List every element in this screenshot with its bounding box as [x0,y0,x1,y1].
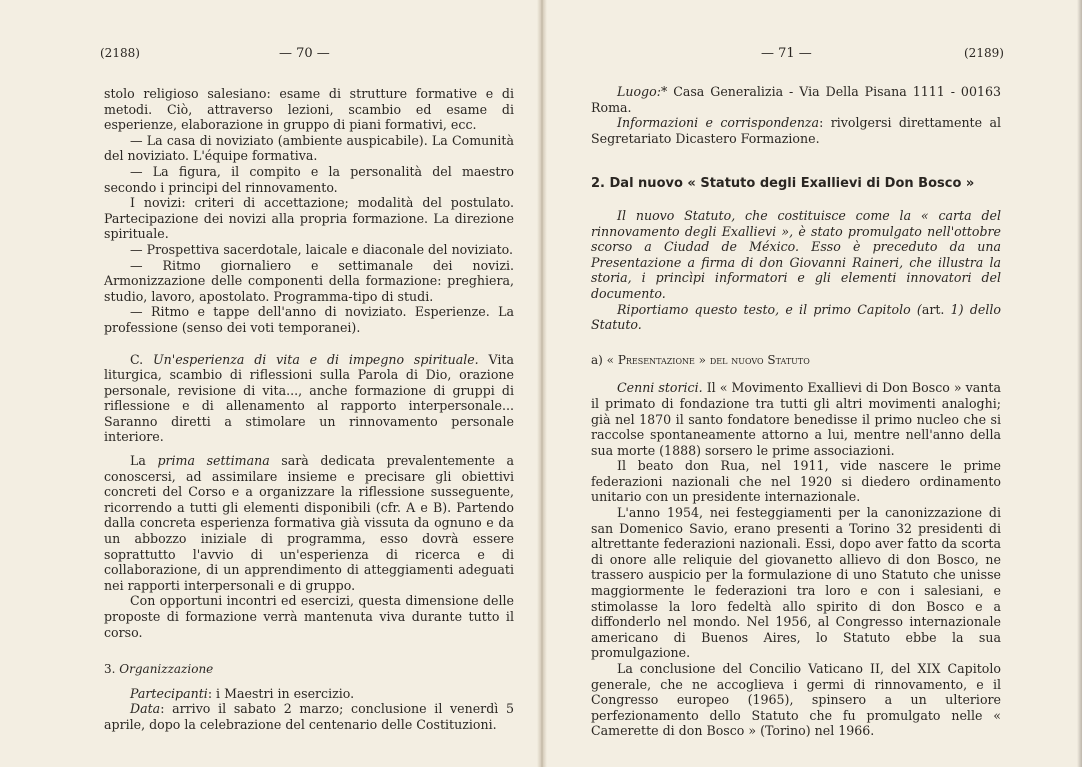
section-3-number: 3. [104,662,116,677]
paragraph: — Prospettiva sacerdotale, laicale e diaconale del noviziato. [130,241,514,257]
participants-label: Partecipanti [130,685,208,701]
paragraph: stolo religioso salesiano: esame di strutture formative e di metodi. Ciò, attraverso lezioni, scambio ed esame di esperienze, elaborazione in gruppo di piani formativi, ecc. [104,86,514,133]
paragraph: — La casa di noviziato (ambiente auspicabile). La Comunità del noviziato. L'équipe formativa. [104,132,514,164]
section-c-paragraph [104,352,514,446]
spacer [104,445,514,453]
first-week-emphasis: prima settimana [157,453,270,469]
section-3-title: Organizzazione [119,662,214,677]
date-line [104,701,514,732]
history-paragraph [591,380,1001,458]
location-line [591,84,1001,115]
spacer [104,640,514,662]
subsection-a-heading [591,353,1001,369]
paragraph: Con opportuni incontri ed esercizi, questa dimensione delle proposte di formazione verrà mantenuta viva durante tutto il corso. [104,593,514,640]
spacer [591,146,1001,176]
subsection-a-prefix: a) « [591,352,618,367]
spacer [104,336,514,352]
right-page [541,0,1082,767]
subsection-a-title: Presentazione » del nuovo Statuto [617,352,810,367]
spacer [104,678,514,686]
location-label: Luogo: [617,84,661,99]
text-run: sarà dedicata prevalentemente a conoscersi, ad assimilare insieme e precisare gli obiettivi concreti del Corso e a organizzare la riflessione susseguente, ricorrendo a tutti gli elementi disponibili (cfr. A e B). Partendo dalla concreta esperienza formativa già vissuta da ognuno e da un abbozzo iniziale di programma, esso dovrà essere soprattutto l'avvio di un'esperienza di ricerca e di collaborazione, di un apprendimento di atteggiamenti adeguati nei rapporti interpersonali e di gruppo. [104,453,514,593]
section-c-title: Un'esperienza di vita e di impegno spirituale. [153,351,479,367]
info-line [591,115,1001,146]
left-page-body [104,86,514,733]
art-abbreviation: art. [921,301,945,317]
paragraph: La conclusione del Concilio Vaticano II, del XIX Capitolo generale, che ne accoglieva i germi di rinnovamento, e il Congresso europeo (1965), spinsero a un ulteriore perfezionamento dello Statuto che fu promulgato nelle « Camerette di don Bosco » (Torino) nel 1966. [591,661,1001,739]
history-text: Il « Movimento Exallievi di Don Bosco » vanta il primato di fondazione tra tutti gli altri movimenti analoghi; già nel 1870 il santo fondatore benedisse il primo nucleo che si raccolse spontaneamente attorno a lui, mentre nell'anno della sua morte (1888) sorsero le prime associazioni. [591,380,1001,458]
left-page-number: — 70 — [279,46,330,61]
section-3-heading [104,662,514,678]
location-text: * Casa Generalizia - Via Della Pisana 1111 - 00163 Roma. [591,84,1001,115]
page-edge-shadow [1077,0,1082,767]
right-page-number: — 71 — [761,46,812,61]
text-run: Riportiamo questo testo, e il primo Capitolo ( [617,301,922,317]
info-label: Informazioni e corrispondenza [617,115,820,131]
section-c-body: Vita liturgica, scambio di riflessioni sulla Parola di Dio, orazione personale, revisione di vita..., anche formazione di gruppi di riflessione e di allenamento al rapporto interpersonale... Saranno diretti a stimolare un rinnovamento personale interiore. [104,351,514,445]
participants-line [104,686,514,702]
info-text: : rivolgersi direttamente al Segretariato Dicastero Formazione. [591,115,1001,146]
riportiamo-paragraph [591,302,1001,333]
section-2-heading: 2. Dal nuovo « Statuto degli Exallievi di Don Bosco » [591,176,975,192]
paragraph: — La figura, il compito e la personalità del maestro secondo i principi del rinnovamento. [104,163,514,195]
date-label: Data [130,701,161,717]
first-week-paragraph [104,453,514,593]
spacer [591,333,1001,353]
paragraph: I novizi: criteri di accettazione; modalità del postulato. Partecipazione dei novizi alla propria formazione. La direzione spirituale. [104,195,514,242]
right-bracket-page-number: (2189) [964,46,1004,60]
participants-text: : i Maestri in esercizio. [207,685,355,701]
text-run: 1) dello Statuto. [591,301,1001,333]
spacer [591,192,1001,208]
date-text: : arrivo il sabato 2 marzo; conclusione il venerdì 5 aprile, dopo la celebrazione del centenario delle Costituzioni. [104,701,514,732]
history-label: Cenni storici. [617,380,703,396]
paragraph: — Ritmo giornaliero e settimanale dei novizi. Armonizzazione delle componenti della formazione: preghiera, studio, lavoro, apostolato. Programma-tipo di studi. [104,257,514,304]
section-c-label: C. [130,351,144,367]
paragraph: L'anno 1954, nei festeggiamenti per la canonizzazione di san Domenico Savio, erano presenti a Torino 32 presidenti di altrettante federazioni nazionali. Essi, dopo aver fatto da scorta di onore alle reliquie del giovanetto allievo di don Bosco, ne trassero auspicio per la formulazione di uno Statuto che unisse maggiormente le federazioni tra loro e con i salesiani, e stimolasse la loro fedeltà allo spirito di don Bosco e a diffonderlo nel mondo. Nel 1956, al Congresso internazionale americano di Buenos Aires, lo Statuto ebbe la sua promulgazione. [591,505,1001,661]
paragraph: — Ritmo e tappe dell'anno di noviziato. Esperienze. La professione (senso dei voti temporanei). [104,304,514,335]
paragraph: Il beato don Rua, nel 1911, vide nascere le prime federazioni nazionali che nel 1920 si diedero ordinamento unitario con un presidente internazionale. [591,458,1001,505]
left-bracket-page-number: (2188) [100,46,140,60]
intro-paragraph: Il nuovo Statuto, che costituisce come la « carta del rinnovamento degli Exallievi », è stato promulgato nell'ottobre scorso a Ciudad de México. Esso è preceduto da una Presentazione a firma di don Giovanni Raineri, che illustra la storia, i princìpi informatori e gli elementi innovatori del documento. [591,207,1001,301]
right-page-body [591,84,1001,739]
text-run: La [130,453,158,469]
spacer [591,368,1001,380]
